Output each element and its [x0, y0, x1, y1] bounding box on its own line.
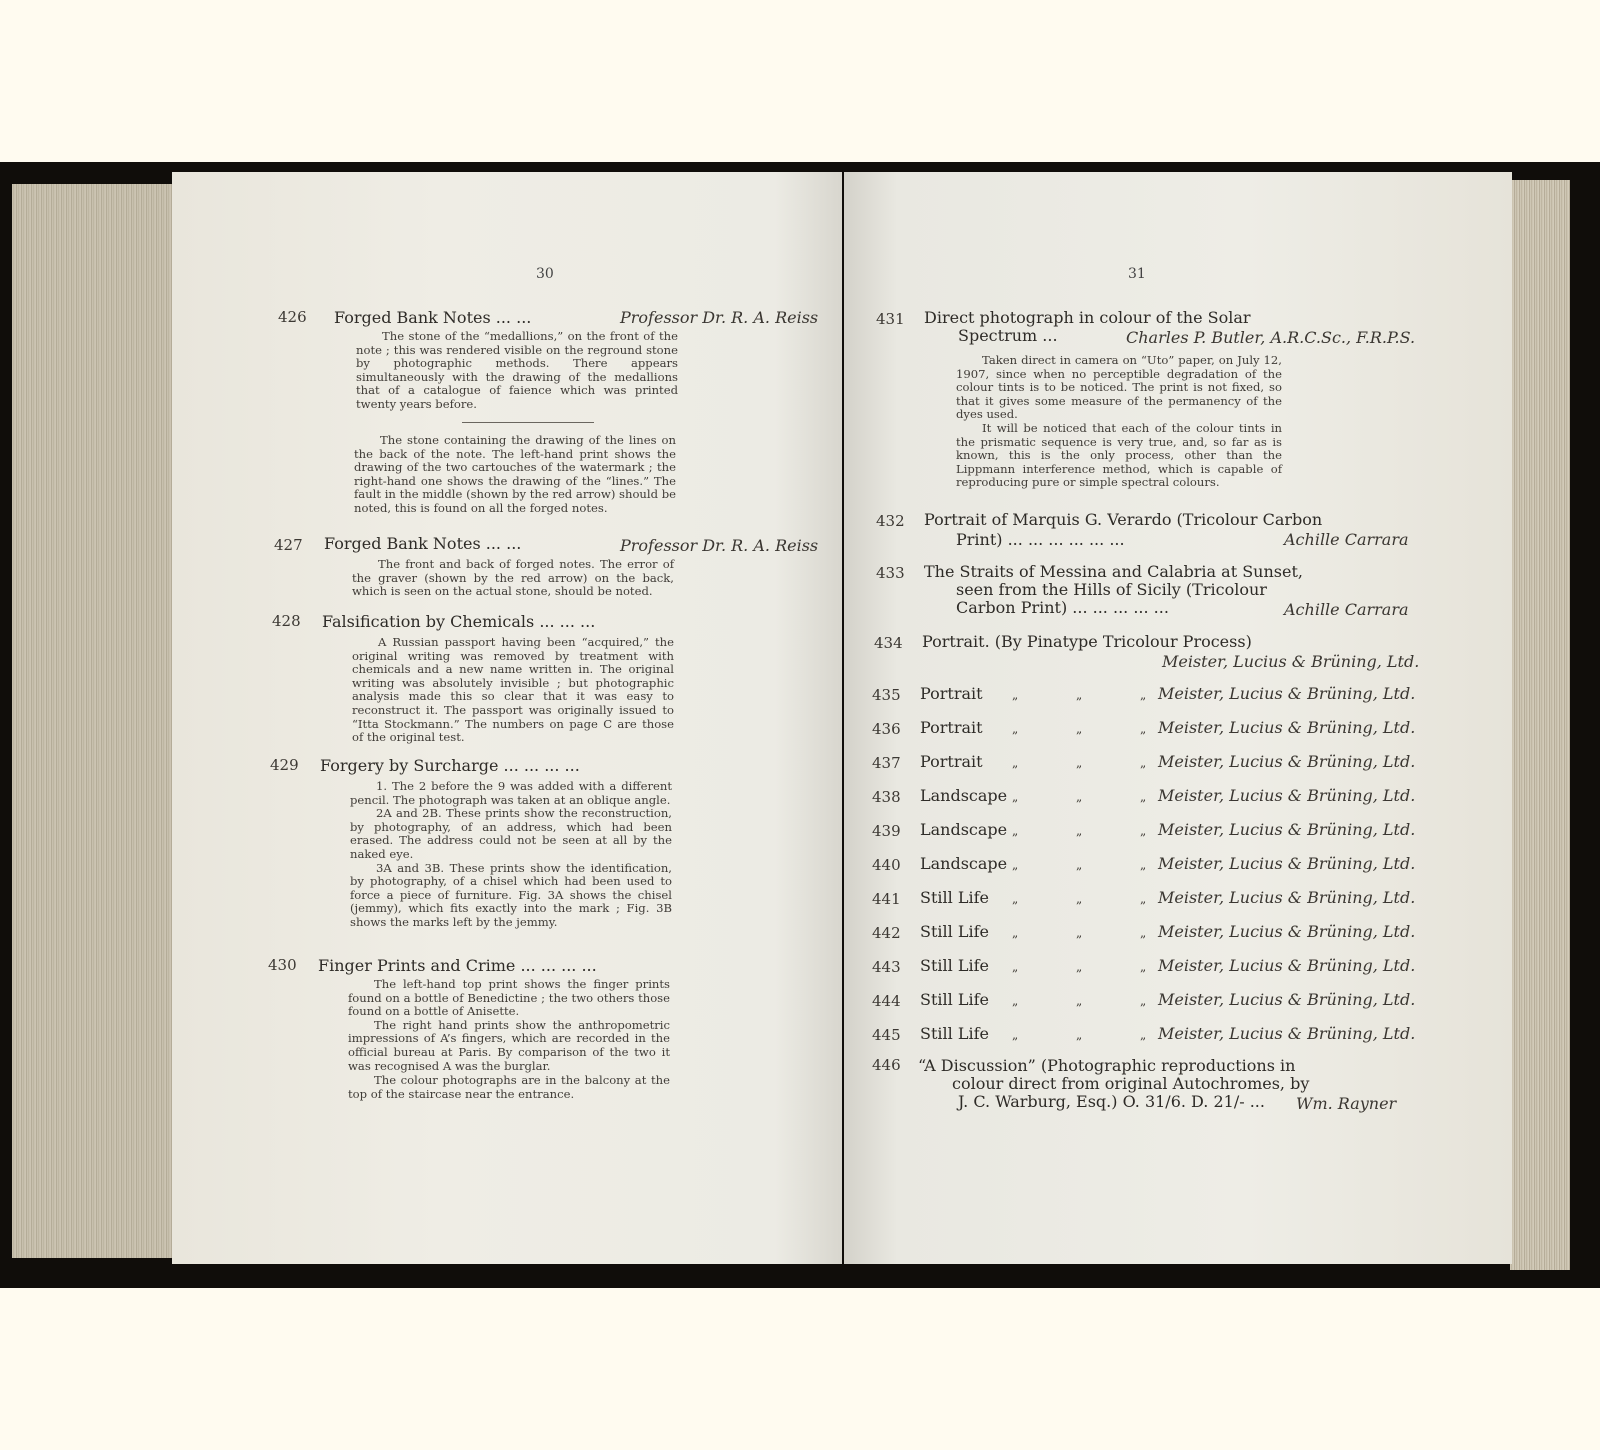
entry-title-continued: Carbon Print) ... ... ... ... ...: [956, 598, 1169, 617]
page-edges-left: [12, 184, 177, 1258]
list-item: [844, 786, 1504, 810]
entry-title: Finger Prints and Crime ... ... ... ...: [318, 956, 597, 975]
ditto-mark: „: [1076, 688, 1083, 702]
entry-credit: Meister, Lucius & Brüning, Ltd.: [1158, 684, 1416, 703]
entry-number: 430: [268, 956, 297, 974]
entry-title-continued: Spectrum ...: [958, 326, 1058, 345]
list-item: [844, 1024, 1504, 1048]
entry-number: 434: [874, 634, 903, 652]
ditto-mark: „: [1012, 722, 1019, 736]
entry-number: 438: [872, 788, 901, 806]
entry-credit: Meister, Lucius & Brüning, Ltd.: [1162, 652, 1420, 671]
list-item: [844, 854, 1504, 878]
entry-credit: Meister, Lucius & Brüning, Ltd.: [1158, 888, 1416, 907]
page-number: 30: [536, 266, 554, 282]
list-item: [844, 718, 1504, 742]
ditto-mark: „: [1076, 926, 1083, 940]
entry-number: 433: [876, 564, 905, 582]
list-item: [844, 922, 1504, 946]
page-number: 31: [1128, 266, 1146, 282]
paragraph: 3A and 3B. These prints show the identification, by photography, of a chisel which had been used to force a piece of furniture. Fig. 3A shows the chisel (jemmy), which fits exactly into the mark ; Fig. 3B shows the marks left by the jemmy.: [350, 860, 672, 929]
entry-number: 440: [872, 856, 901, 874]
entry-description: [356, 330, 678, 412]
ditto-mark: „: [1140, 926, 1147, 940]
list-item: [844, 820, 1504, 844]
page-edges-right: [1510, 180, 1570, 1270]
ditto-mark: „: [1140, 892, 1147, 906]
entry-description: [352, 636, 674, 745]
entry-credit: Meister, Lucius & Brüning, Ltd.: [1158, 854, 1416, 873]
entry-title: Falsification by Chemicals ... ... ...: [322, 612, 596, 631]
paragraph: The stone containing the drawing of the lines on the back of the note. The left-hand print shows the drawing of the two cartouches of the watermark ; the right-hand one shows the drawing of the “lines.” The fault in the middle (shown by the red arrow) should be noted, this is found on all the forged notes.: [354, 433, 676, 515]
open-book: [0, 162, 1600, 1288]
entry-number: 429: [270, 756, 299, 774]
entry-credit: Meister, Lucius & Brüning, Ltd.: [1158, 786, 1416, 805]
entry-title: Portrait: [920, 718, 983, 737]
entry-title: Still Life: [920, 956, 989, 975]
entry-title: Portrait: [920, 684, 983, 703]
entry-description: [956, 354, 1282, 490]
entry-description: [354, 434, 676, 516]
entry-credit: Wm. Rayner: [1296, 1094, 1397, 1113]
list-item: [844, 752, 1504, 776]
left-page: [172, 172, 842, 1264]
ditto-mark: „: [1076, 756, 1083, 770]
ditto-mark: „: [1140, 688, 1147, 702]
entry-number: 441: [872, 890, 901, 908]
entry-number: 446: [872, 1056, 901, 1074]
entry-number: 428: [272, 612, 301, 630]
entry-number: 431: [876, 310, 905, 328]
entry-number: 439: [872, 822, 901, 840]
ditto-mark: „: [1012, 790, 1019, 804]
divider: [462, 422, 594, 423]
entry-number: 442: [872, 924, 901, 942]
ditto-mark: „: [1140, 722, 1147, 736]
entry-number: 437: [872, 754, 901, 772]
entry-number: 427: [274, 536, 303, 554]
entry-title-continued: J. C. Warburg, Esq.) O. 31/6. D. 21/- ...: [958, 1092, 1265, 1111]
ditto-mark: „: [1140, 994, 1147, 1008]
ditto-mark: „: [1012, 1028, 1019, 1042]
ditto-mark: „: [1140, 858, 1147, 872]
entry-title: Still Life: [920, 1024, 989, 1043]
ditto-mark: „: [1076, 960, 1083, 974]
entry-credit: Professor Dr. R. A. Reiss: [620, 308, 819, 327]
entry-credit: Meister, Lucius & Brüning, Ltd.: [1158, 752, 1416, 771]
entry-credit: Achille Carrara: [1284, 530, 1409, 549]
entry-number: 445: [872, 1026, 901, 1044]
entry-description: [350, 780, 672, 930]
ditto-mark: „: [1076, 858, 1083, 872]
entry-title-continued: colour direct from original Autochromes, by: [952, 1074, 1310, 1093]
ditto-mark: „: [1140, 824, 1147, 838]
entry-credit: Achille Carrara: [1284, 600, 1409, 619]
entry-title: Forged Bank Notes ... ...: [324, 534, 522, 553]
ditto-mark: „: [1076, 790, 1083, 804]
entry-credit: Professor Dr. R. A. Reiss: [620, 536, 819, 555]
entry-number: 432: [876, 512, 905, 530]
list-item: [844, 888, 1504, 912]
entry-credit: Meister, Lucius & Brüning, Ltd.: [1158, 956, 1416, 975]
entry-title: Landscape: [920, 854, 1008, 873]
ditto-mark: „: [1012, 858, 1019, 872]
paragraph: The stone of the “medallions,” on the front of the note ; this was rendered visible on the reground stone by photographic methods. There appears simultaneously with the drawing of the medallions that of a catalogue of faience which was printed twenty years before.: [356, 329, 678, 411]
paragraph: It will be noticed that each of the colour tints in the prismatic sequence is very true, and, so far as is known, this is the only process, other than the Lippmann interference method, which is capable of reproducing pure or simple spectral colours.: [956, 420, 1282, 490]
entry-title: The Straits of Messina and Calabria at Sunset,: [924, 562, 1303, 581]
ditto-mark: „: [1012, 688, 1019, 702]
entry-title: Portrait of Marquis G. Verardo (Tricolour Carbon: [924, 510, 1323, 529]
entry-title: Forged Bank Notes ... ...: [334, 308, 532, 327]
entry-number: 444: [872, 992, 901, 1010]
entry-credit: Charles P. Butler, A.R.C.Sc., F.R.P.S.: [1126, 328, 1416, 347]
entry-credit: Meister, Lucius & Brüning, Ltd.: [1158, 1024, 1416, 1043]
entry-description: [352, 558, 674, 599]
entry-description: [348, 978, 670, 1073]
ditto-mark: „: [1140, 790, 1147, 804]
entry-title-continued: Print) ... ... ... ... ... ...: [956, 530, 1125, 549]
entry-title-continued: seen from the Hills of Sicily (Tricolour: [956, 580, 1267, 599]
list-item: [844, 956, 1504, 980]
entry-credit: Meister, Lucius & Brüning, Ltd.: [1158, 820, 1416, 839]
entry-title: Still Life: [920, 990, 989, 1009]
ditto-mark: „: [1076, 824, 1083, 838]
paragraph: The front and back of forged notes. The error of the graver (shown by the red arrow) on the back, which is seen on the actual stone, should be noted.: [352, 557, 674, 599]
list-item: [844, 990, 1504, 1014]
entry-title: Direct photograph in colour of the Solar: [924, 308, 1251, 327]
ditto-mark: „: [1140, 756, 1147, 770]
ditto-mark: „: [1012, 926, 1019, 940]
entry-title: Landscape: [920, 820, 1008, 839]
right-page: [844, 172, 1512, 1264]
ditto-mark: „: [1012, 756, 1019, 770]
list-item: [844, 684, 1504, 708]
entry-credit: Meister, Lucius & Brüning, Ltd.: [1158, 990, 1416, 1009]
paragraph: A Russian passport having been “acquired,” the original writing was removed by treatment with chemicals and a new name written in. The original writing was absolutely invisible ; but photographic analysis made this so clear that it was easy to reconstruct it. The passport was originally issued to “Itta Stockmann.” The numbers on page C are those of the original test.: [352, 635, 674, 745]
entry-number: 435: [872, 686, 901, 704]
ditto-mark: „: [1076, 892, 1083, 906]
entry-number: 436: [872, 720, 901, 738]
paragraph: 2A and 2B. These prints show the reconstruction, by photography, of an address, which had been erased. The address could not be seen at all by the naked eye.: [350, 806, 672, 861]
ditto-mark: „: [1140, 1028, 1147, 1042]
entry-title: Still Life: [920, 888, 989, 907]
paragraph: The colour photographs are in the balcony at the top of the staircase near the entrance.: [348, 1073, 670, 1101]
ditto-mark: „: [1012, 994, 1019, 1008]
paragraph: 1. The 2 before the 9 was added with a different pencil. The photograph was taken at an oblique angle.: [350, 779, 672, 807]
paragraph: The right hand prints show the anthropometric impressions of A’s fingers, which are recorded in the official bureau at Paris. By comparison of the two it was recognised A was the burglar.: [348, 1017, 670, 1073]
ditto-mark: „: [1076, 994, 1083, 1008]
entry-title: Portrait: [920, 752, 983, 771]
ditto-mark: „: [1012, 824, 1019, 838]
ditto-mark: „: [1140, 960, 1147, 974]
entry-number: 426: [278, 308, 307, 326]
ditto-mark: „: [1076, 1028, 1083, 1042]
ditto-mark: „: [1076, 722, 1083, 736]
entry-title: Portrait. (By Pinatype Tricolour Process): [922, 632, 1252, 651]
paragraph: Taken direct in camera on “Uto” paper, on July 12, 1907, since when no perceptible degradation of the colour tints is to be noticed. The print is not fixed, so that it gives some measure of the permanency of the dyes used.: [956, 353, 1282, 422]
entry-title: Landscape: [920, 786, 1008, 805]
entry-title: “A Discussion” (Photographic reproductions in: [918, 1056, 1296, 1075]
paragraph: The left-hand top print shows the finger prints found on a bottle of Benedictine ; the two others those found on a bottle of Anisette.: [348, 977, 670, 1019]
entry-number: 443: [872, 958, 901, 976]
ditto-mark: „: [1012, 892, 1019, 906]
entry-note: [348, 1074, 670, 1101]
entry-title: Forgery by Surcharge ... ... ... ...: [320, 756, 580, 775]
entry-credit: Meister, Lucius & Brüning, Ltd.: [1158, 922, 1416, 941]
ditto-mark: „: [1012, 960, 1019, 974]
entry-credit: Meister, Lucius & Brüning, Ltd.: [1158, 718, 1416, 737]
entry-title: Still Life: [920, 922, 989, 941]
